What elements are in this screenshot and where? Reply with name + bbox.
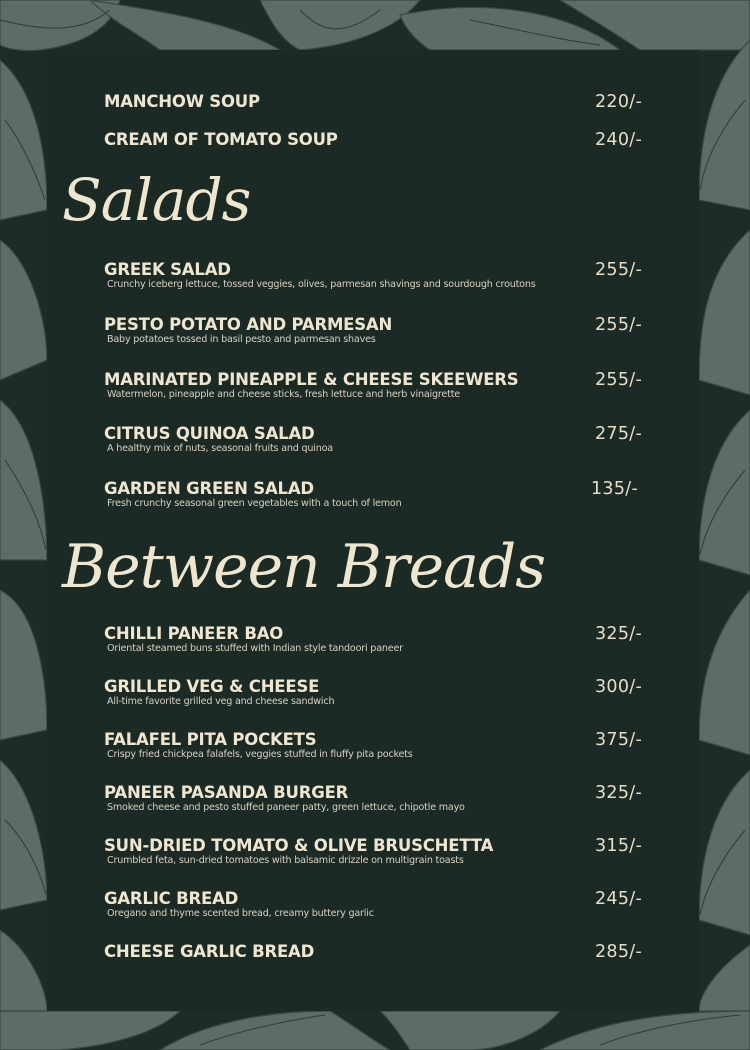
- item-name: FALAFEL PITA POCKETS: [104, 730, 317, 749]
- item-price: 285/-: [595, 942, 643, 962]
- section-title-between-breads: Between Breads: [62, 532, 546, 602]
- item-description: Crumbled feta, sun-dried tomatoes with balsamic drizzle on multigrain toasts: [107, 855, 464, 866]
- item-description: Oriental steamed buns stuffed with Indian style tandoori paneer: [107, 643, 403, 654]
- item-name: GRILLED VEG & CHEESE: [104, 677, 320, 696]
- item-name: GARLIC BREAD: [104, 889, 239, 908]
- item-price: 300/-: [595, 677, 643, 697]
- item-price: 315/-: [595, 836, 643, 856]
- item-name: CREAM OF TOMATO SOUP: [104, 130, 338, 149]
- item-name: SUN-DRIED TOMATO & OLIVE BRUSCHETTA: [104, 836, 494, 855]
- item-description: Crispy fried chickpea falafels, veggies stuffed in fluffy pita pockets: [107, 749, 413, 760]
- item-name: MARINATED PINEAPPLE & CHEESE SKEEWERS: [104, 370, 519, 389]
- item-price: 255/-: [595, 370, 643, 390]
- section-title-salads: Salads: [62, 166, 251, 234]
- item-price: 375/-: [595, 730, 643, 750]
- item-name: PESTO POTATO AND PARMESAN: [104, 315, 393, 334]
- item-price: 325/-: [595, 624, 643, 644]
- item-name: CHEESE GARLIC BREAD: [104, 942, 315, 961]
- item-price: 325/-: [595, 783, 643, 803]
- item-name: GARDEN GREEN SALAD: [104, 479, 314, 498]
- item-price: 255/-: [595, 260, 643, 280]
- item-price: 135/-: [591, 479, 639, 499]
- item-description: Smoked cheese and pesto stuffed paneer patty, green lettuce, chipotle mayo: [107, 802, 465, 813]
- item-name: CHILLI PANEER BAO: [104, 624, 284, 643]
- item-name: CITRUS QUINOA SALAD: [104, 424, 315, 443]
- item-description: A healthy mix of nuts, seasonal fruits and quinoa: [107, 443, 333, 454]
- item-description: Crunchy iceberg lettuce, tossed veggies, olives, parmesan shavings and sourdough croutons: [107, 279, 536, 290]
- item-price: 240/-: [595, 130, 643, 150]
- item-name: MANCHOW SOUP: [104, 92, 260, 111]
- item-price: 255/-: [595, 315, 643, 335]
- item-price: 220/-: [595, 92, 643, 112]
- item-name: PANEER PASANDA BURGER: [104, 783, 349, 802]
- item-description: Baby potatoes tossed in basil pesto and parmesan shaves: [107, 334, 376, 345]
- item-price: 245/-: [595, 889, 643, 909]
- item-description: Oregano and thyme scented bread, creamy buttery garlic: [107, 908, 374, 919]
- item-price: 275/-: [595, 424, 643, 444]
- item-name: GREEK SALAD: [104, 260, 231, 279]
- item-description: Watermelon, pineapple and cheese sticks, fresh lettuce and herb vinaigrette: [107, 389, 460, 400]
- item-description: Fresh crunchy seasonal green vegetables with a touch of lemon: [107, 498, 402, 509]
- item-description: All-time favorite grilled veg and cheese sandwich: [107, 696, 335, 707]
